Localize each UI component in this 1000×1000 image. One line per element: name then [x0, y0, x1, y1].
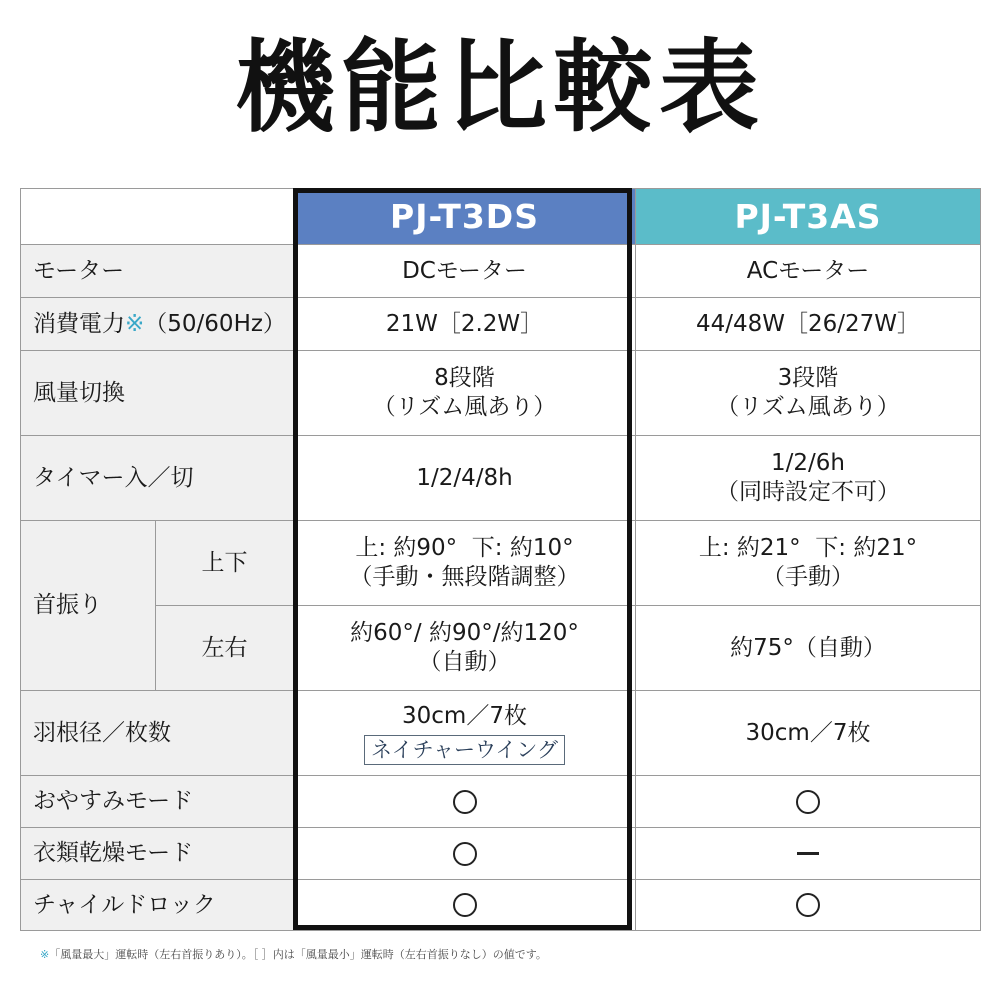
dry-value-2 [636, 828, 981, 880]
swing-horizontal-value-1 [294, 606, 636, 691]
power-label-suffix: （50/60Hz） [144, 310, 286, 337]
not-available-dash-icon [797, 852, 819, 855]
row-timer [21, 436, 981, 521]
available-circle-icon [453, 790, 477, 814]
airflow-value-2 [636, 351, 981, 436]
footnote [40, 946, 547, 962]
header-row [21, 189, 981, 245]
blade-value-1 [294, 691, 636, 776]
swing-horizontal-value-1-line1: 約60°/ 約90°/約120° [350, 620, 579, 646]
timer-value-2-line2: （同時設定不可） [716, 479, 900, 505]
swing-vertical-value-2-line2: （手動） [762, 564, 854, 590]
timer-value-2-line1: 1/2/6h [771, 450, 845, 476]
motor-value-1: DCモーター [294, 245, 636, 298]
sleep-value-1 [294, 776, 636, 828]
nature-wing-badge: ネイチャーウイング [364, 735, 565, 765]
childlock-value-2 [636, 880, 981, 931]
row-label-sleep: おやすみモード [21, 776, 294, 828]
power-value-2: 44/48W［26/27W］ [636, 298, 981, 351]
swing-horizontal-value-1-line2: （自動） [418, 649, 511, 675]
sleep-value-2 [636, 776, 981, 828]
row-label-power [21, 298, 294, 351]
timer-value-2 [636, 436, 981, 521]
row-label-swing: 首振り [21, 521, 156, 691]
swing-vertical-value-1-line2: （手動・無段階調整） [349, 564, 580, 590]
swing-vertical-value-2-line1: 上: 約21° 下: 約21° [698, 535, 918, 561]
asterisk-mark: ※ [125, 310, 145, 337]
row-label-childlock: チャイルドロック [21, 880, 294, 931]
model-header-1: PJ-T3DS [294, 189, 636, 245]
timer-value-1: 1/2/4/8h [294, 436, 636, 521]
airflow-value-1 [294, 351, 636, 436]
power-label-text: 消費電力 [33, 310, 125, 337]
row-label-timer: タイマー入／切 [21, 436, 294, 521]
power-value-1: 21W［2.2W］ [294, 298, 636, 351]
blade-value-2: 30cm／7枚 [636, 691, 981, 776]
airflow-value-1-line1: 8段階 [434, 365, 495, 391]
sub-label-horizontal: 左右 [156, 606, 294, 691]
swing-vertical-value-1-line1: 上: 約90° 下: 約10° [355, 535, 574, 561]
motor-value-2: ACモーター [636, 245, 981, 298]
row-power [21, 298, 981, 351]
row-label-blade: 羽根径／枚数 [21, 691, 294, 776]
row-label-motor: モーター [21, 245, 294, 298]
available-circle-icon [453, 842, 477, 866]
swing-vertical-value-2 [636, 521, 981, 606]
row-motor [21, 245, 981, 298]
childlock-value-1 [294, 880, 636, 931]
sub-label-vertical: 上下 [156, 521, 294, 606]
swing-horizontal-value-2: 約75°（自動） [636, 606, 981, 691]
row-childlock [21, 880, 981, 931]
row-label-dry: 衣類乾燥モード [21, 828, 294, 880]
header-corner [21, 189, 294, 245]
available-circle-icon [796, 893, 820, 917]
row-sleep [21, 776, 981, 828]
comparison-table [20, 188, 981, 931]
row-label-airflow: 風量切換 [21, 351, 294, 436]
row-swing-horizontal [21, 606, 981, 691]
available-circle-icon [796, 790, 820, 814]
swing-vertical-value-1 [294, 521, 636, 606]
footnote-text: 「風量最大」運転時（左右首振りあり）。［ ］内は「風量最小」運転時（左右首振りなし）の値です。 [49, 948, 547, 961]
row-swing-vertical [21, 521, 981, 606]
row-airflow [21, 351, 981, 436]
airflow-value-2-line2: （リズム風あり） [716, 394, 900, 420]
row-blade [21, 691, 981, 776]
dry-value-1 [294, 828, 636, 880]
blade-value-1-text: 30cm／7枚 [402, 702, 527, 729]
available-circle-icon [453, 893, 477, 917]
page-title: 機能比較表 [235, 29, 765, 146]
airflow-value-1-line2: （リズム風あり） [372, 394, 557, 420]
row-dry [21, 828, 981, 880]
airflow-value-2-line1: 3段階 [777, 365, 839, 391]
model-header-2: PJ-T3AS [636, 189, 981, 245]
footnote-mark: ※ [40, 948, 50, 961]
